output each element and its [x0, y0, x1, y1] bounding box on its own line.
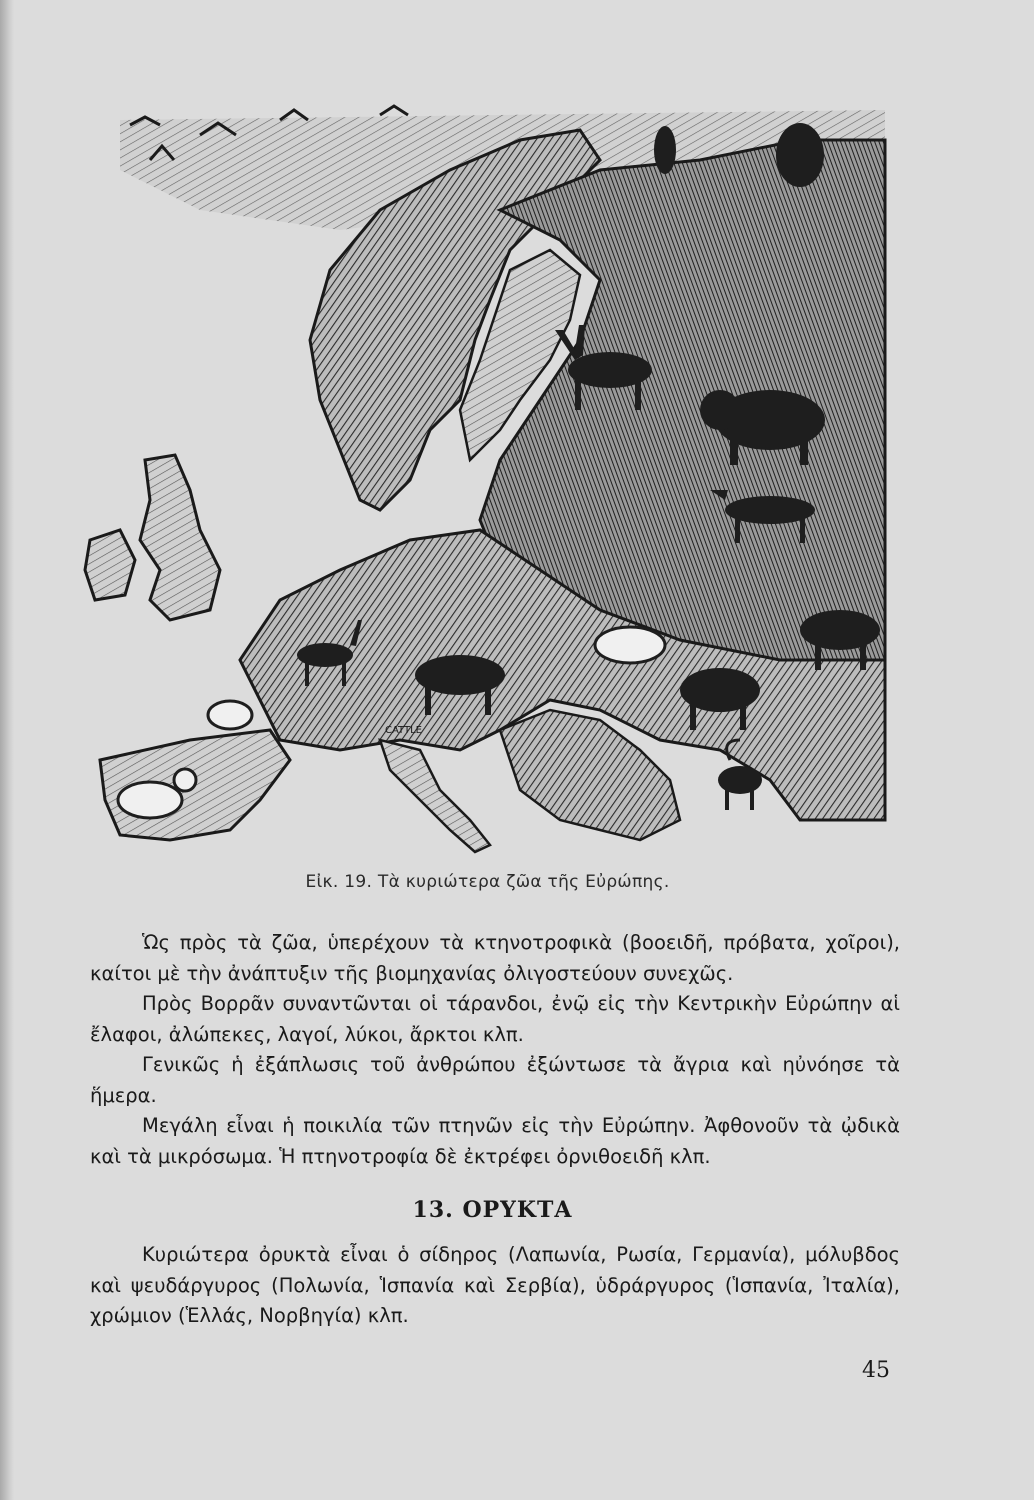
italy	[380, 740, 490, 852]
paragraph: Κυριώτερα ὀρυκτὰ εἶναι ὁ σίδηρος (Λαπωνία, Ρωσία, Γερμανία), μόλυβδος καὶ ψευδάργυρος (Πολωνία, Ἱσπανία καὶ Σερβία), ὑδράργυρος (Ἱσπανία, Ἰταλία), χρώμιον (Ἑλλάς, Νορβηγία) κλπ.	[90, 1243, 900, 1327]
paragraph: Ὡς πρὸς τὰ ζῶα, ὑπερέχουν τὰ κτηνοτροφικὰ (βοοειδῆ, πρόβατα, χοῖροι), καίτοι μὲ τὴν ἀνάπτυξιν τῆς βιομηχανίας ὀλιγοστεύουν συνεχῶς.	[90, 931, 900, 985]
map-illustration	[80, 100, 895, 860]
paragraph: Γενικῶς ἡ ἐξάπλωσις τοῦ ἀνθρώπου ἐξώντωσε τὰ ἄγρια καὶ ηὐνόησε τὰ ἥμερα.	[90, 1053, 900, 1107]
ireland	[85, 530, 135, 600]
europe-animals-map	[80, 100, 895, 860]
great-britain	[140, 455, 220, 620]
figure-caption: Εἰκ. 19. Τὰ κυριώτερα ζῶα τῆς Εὐρώπης.	[305, 872, 670, 892]
minerals-section	[90, 1240, 900, 1332]
binding-shadow	[0, 0, 14, 1500]
map-label-cattle: CATTLE	[385, 725, 422, 736]
page-number: 45	[862, 1358, 890, 1383]
section-heading: 13. ΟΡΥΚΤΑ	[412, 1197, 573, 1223]
paragraph: Μεγάλη εἶναι ἡ ποικιλία τῶν πτηνῶν εἰς τὴν Εὐρώπην. Ἀφθονοῦν τὰ ᾠδικὰ καὶ τὰ μικρόσωμα. Ἡ πτηνοτροφία δὲ ἐκτρέφει ὀρνιθοειδῆ κλπ.	[90, 1114, 900, 1168]
paragraph: Πρὸς Βορρᾶν συναντῶνται οἱ τάρανδοι, ἐνῷ εἰς τὴν Κεντρικὴν Εὐρώπην αἱ ἔλαφοι, ἀλώπεκες, λαγοί, λύκοι, ἄρκτοι κλπ.	[90, 992, 900, 1046]
animals-section	[90, 928, 900, 1172]
